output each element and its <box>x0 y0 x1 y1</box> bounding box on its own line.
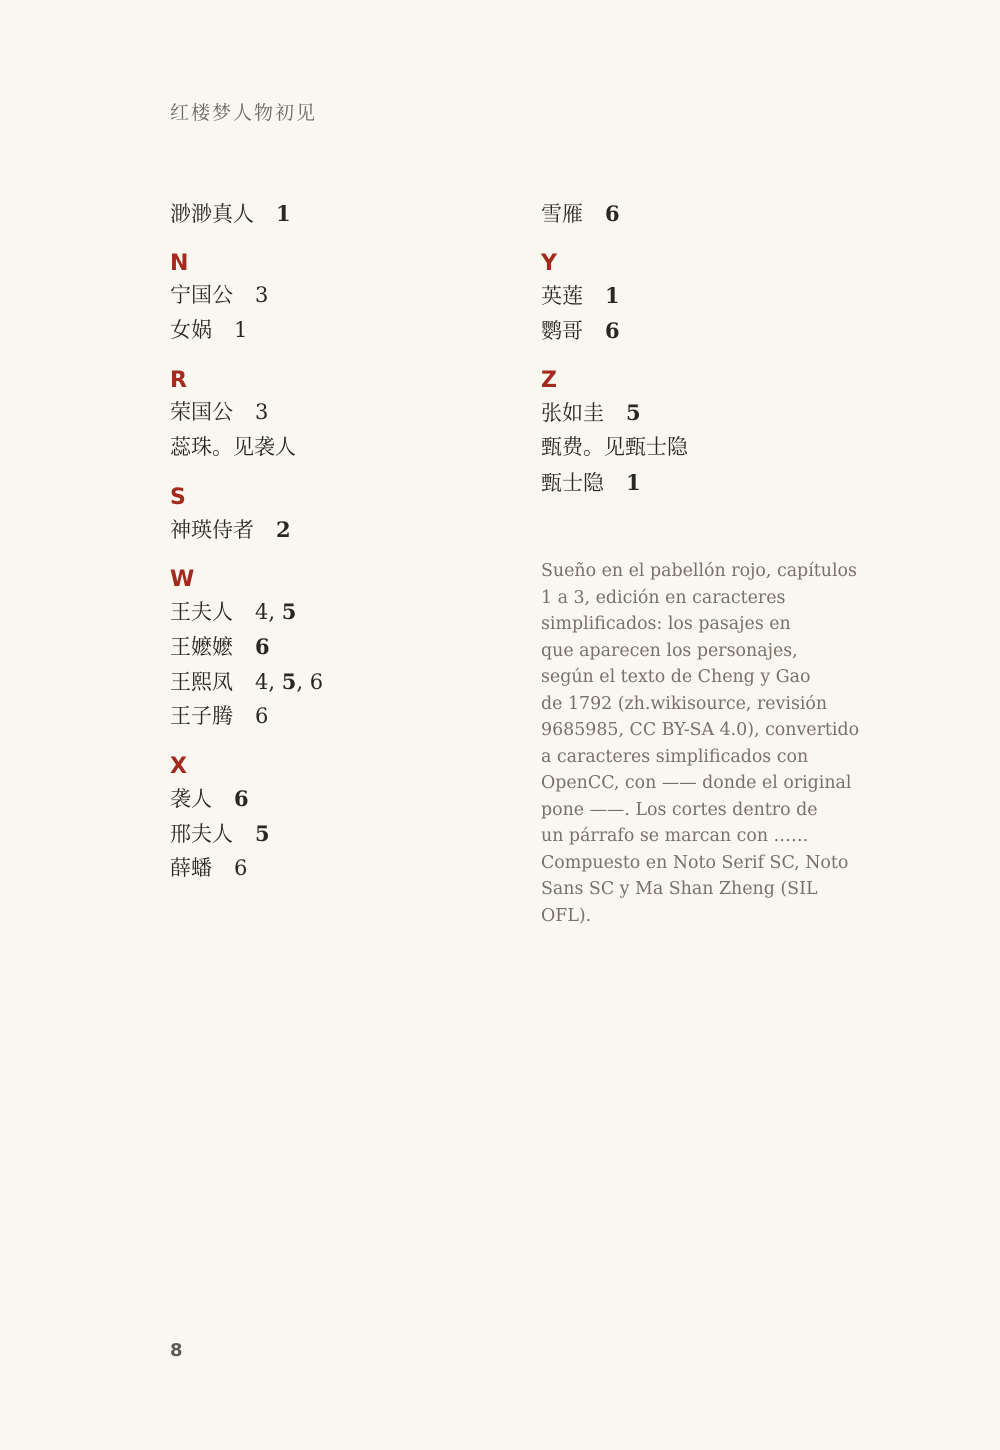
entry-page-refs <box>255 400 268 424</box>
entry-page-refs <box>255 635 270 659</box>
index-entry <box>541 313 861 348</box>
colophon-line: pone ——. Los cortes dentro de <box>541 799 818 820</box>
colophon-line: Sueño en el pabellón rojo, capítulos <box>541 561 857 581</box>
entry-name: 邢夫人 <box>170 822 233 846</box>
index-entry <box>170 664 510 699</box>
page-ref: 4 <box>255 600 269 624</box>
page-ref: 6 <box>605 318 620 343</box>
entry-name: 薛蟠 <box>170 856 212 880</box>
index-entry <box>170 313 510 348</box>
colophon-line: que aparecen los personajes, <box>541 640 798 661</box>
page-ref: 1 <box>605 283 620 308</box>
index-group <box>170 369 510 465</box>
entry-name: 宁国公 <box>170 283 233 307</box>
entry-page-refs <box>255 822 270 846</box>
page-ref: 6 <box>234 856 248 880</box>
entry-name: 王子腾 <box>170 704 233 728</box>
index-letter-heading: N <box>170 251 189 276</box>
colophon-line: simplificados: los pasajes en <box>541 614 791 634</box>
index-entry <box>541 395 861 430</box>
entry-name: 渺渺真人 <box>170 202 254 226</box>
page-ref: 2 <box>276 517 291 542</box>
colophon <box>541 558 861 929</box>
index-group <box>541 196 861 231</box>
index-column-right <box>541 196 861 521</box>
colophon-line: OpenCC, con —— donde el original <box>541 773 852 793</box>
index-letter-heading: X <box>170 754 187 779</box>
index-entry <box>170 699 510 734</box>
index-entry <box>170 594 510 629</box>
entry-name: 鹦哥 <box>541 319 583 343</box>
colophon-line: a caracteres simplificados con <box>541 746 809 767</box>
entry-page-refs <box>626 471 641 495</box>
entry-page-refs <box>255 283 268 307</box>
page-number: 8 <box>170 1340 183 1361</box>
index-letter-heading: W <box>170 567 195 592</box>
entry-name: 蕊珠。见袭人 <box>170 435 296 459</box>
entry-name: 英莲 <box>541 284 583 308</box>
entry-name: 甄费。见甄士隐 <box>541 435 688 459</box>
colophon-line: 1 a 3, edición en caracteres <box>541 587 786 608</box>
page-ref: 3 <box>255 400 269 424</box>
page-ref: 1 <box>276 201 291 226</box>
index-letter-heading: S <box>170 485 186 510</box>
colophon-line: según el texto de Cheng y Gao <box>541 667 811 687</box>
entry-name: 王熙凤 <box>170 670 233 694</box>
colophon-line: un párrafo se marcan con …… <box>541 826 809 846</box>
entry-name: 女娲 <box>170 318 212 342</box>
entry-name: 神瑛侍者 <box>170 518 254 542</box>
index-group <box>170 568 510 734</box>
index-entry <box>170 395 510 430</box>
page-ref: 5 <box>255 821 270 846</box>
index-column-left <box>170 196 510 907</box>
entry-name: 王夫人 <box>170 600 233 624</box>
index-letter-heading: Z <box>541 368 557 393</box>
page-ref: 1 <box>234 318 248 342</box>
index-entry <box>541 465 861 500</box>
index-entry <box>541 196 861 231</box>
index-entry <box>170 851 510 886</box>
index-group <box>170 486 510 547</box>
entry-name: 荣国公 <box>170 400 233 424</box>
page-ref: 6 <box>309 670 324 694</box>
page-ref: 5 <box>281 599 297 624</box>
page-ref: 1 <box>626 470 641 495</box>
index-entry <box>170 278 510 313</box>
colophon-line: de 1792 (zh.wikisource, revisión <box>541 693 828 714</box>
index-group <box>170 196 510 231</box>
page-ref: 3 <box>255 283 269 307</box>
index-group <box>541 252 861 348</box>
page-ref: 6 <box>234 786 249 811</box>
page-ref: 4 <box>255 670 269 694</box>
page-ref: 6 <box>255 634 270 659</box>
entry-page-refs <box>255 704 268 728</box>
entry-name: 王嬷嬷 <box>170 635 233 659</box>
index-letter-heading: R <box>170 368 187 393</box>
index-entry <box>541 278 861 313</box>
entry-page-refs <box>605 319 620 343</box>
index-entry <box>170 781 510 816</box>
colophon-line: Compuesto en Noto Serif SC, Noto <box>541 852 849 873</box>
index-entry <box>170 816 510 851</box>
running-header: 红楼梦人物初见 <box>170 102 318 124</box>
page-ref: 5 <box>626 400 641 425</box>
entry-page-refs <box>605 284 620 308</box>
entry-page-refs <box>626 401 641 425</box>
index-entry <box>170 430 510 465</box>
entry-page-refs: 4, 5, 6 <box>255 669 324 694</box>
entry-name: 甄士隐 <box>541 471 604 495</box>
index-entry <box>170 196 510 231</box>
entry-page-refs: 4, 5 <box>255 599 297 624</box>
colophon-line: 9685985, CC BY-SA 4.0), convertido <box>541 720 860 740</box>
entry-page-refs <box>605 202 620 226</box>
page-ref: 6 <box>605 201 620 226</box>
index-letter-heading: Y <box>541 251 557 276</box>
entry-name: 张如圭 <box>541 401 604 425</box>
entry-page-refs <box>234 856 247 880</box>
entry-page-refs <box>276 518 291 542</box>
entry-page-refs <box>234 787 249 811</box>
entry-name: 雪雁 <box>541 202 583 226</box>
index-entry <box>170 629 510 664</box>
index-group <box>541 369 861 500</box>
page-ref: 6 <box>255 704 269 728</box>
index-group <box>170 755 510 886</box>
page-ref: 5 <box>281 669 297 694</box>
index-entry <box>170 512 510 547</box>
colophon-line: Sans SC y Ma Shan Zheng (SIL OFL). <box>541 879 818 926</box>
index-group <box>170 252 510 348</box>
entry-name: 袭人 <box>170 787 212 811</box>
entry-page-refs <box>276 202 291 226</box>
index-entry <box>541 430 861 465</box>
entry-page-refs <box>234 318 247 342</box>
